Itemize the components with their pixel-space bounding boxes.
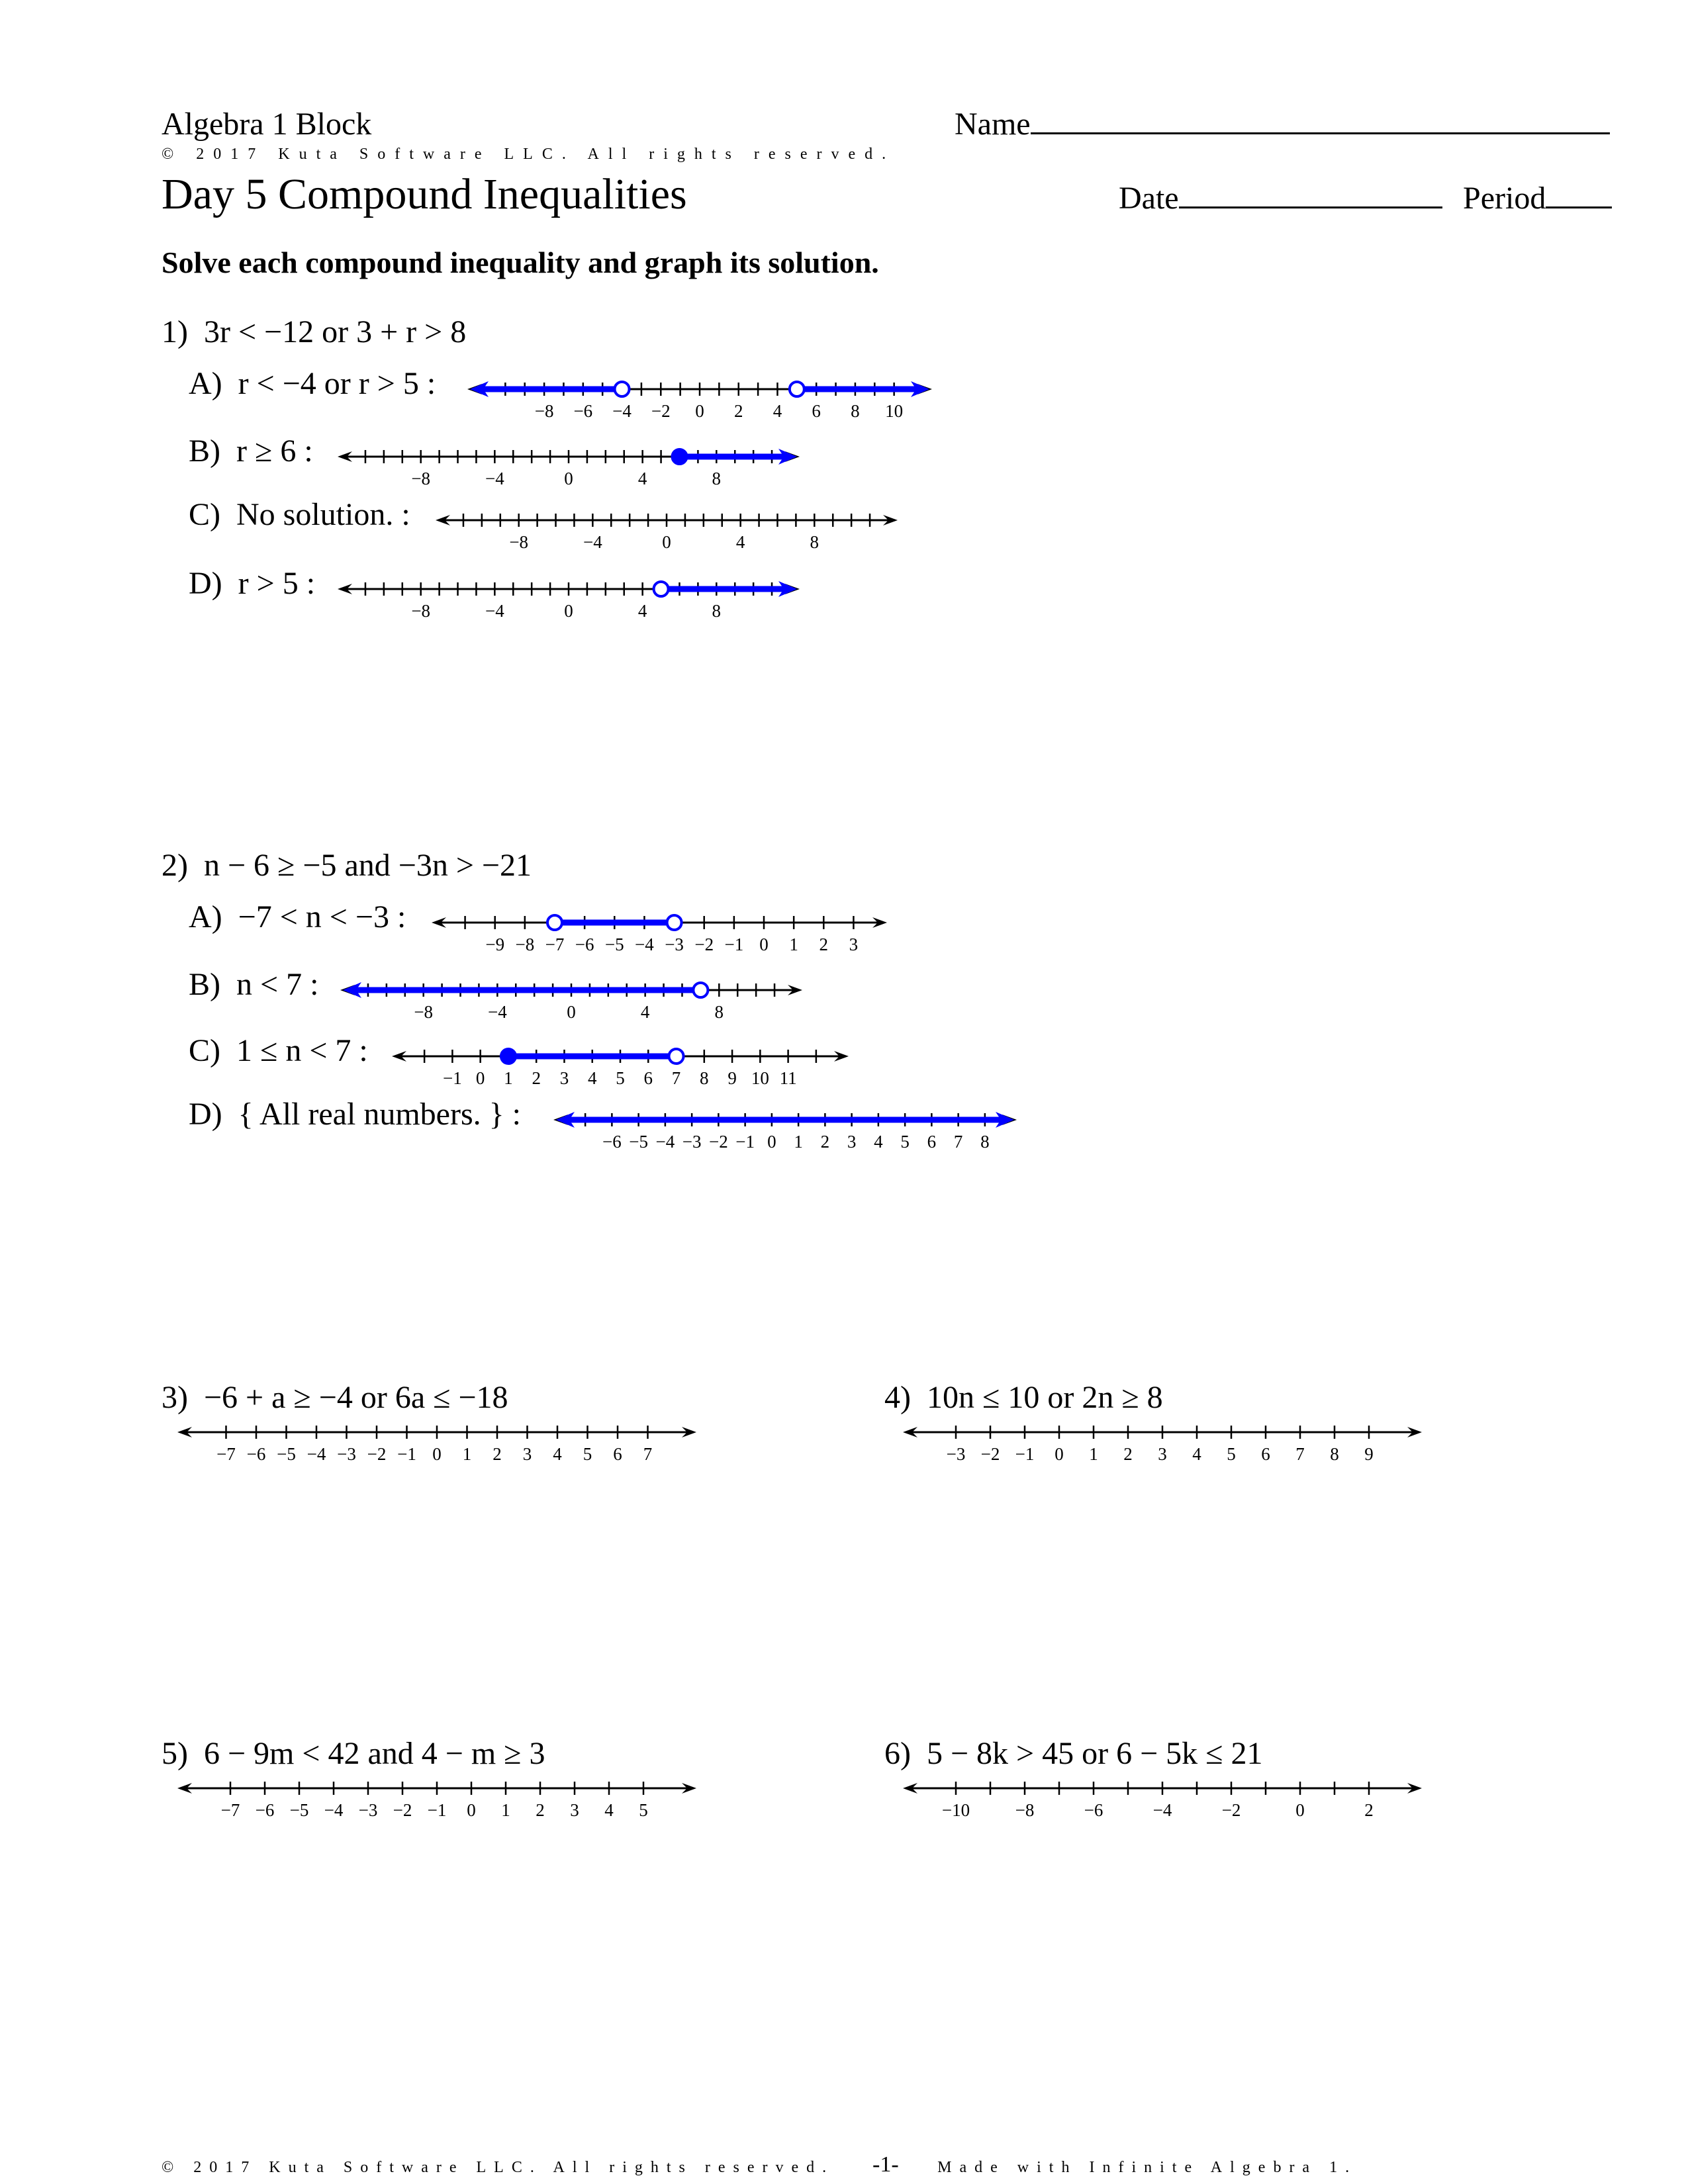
tick-label: 0 [432, 1444, 442, 1464]
tick-label: 3 [849, 934, 859, 954]
tick-label: 1 [501, 1800, 510, 1820]
tick-label: −5 [629, 1132, 648, 1152]
option-letter: A) [189, 899, 222, 934]
problem-text: 6 − 9m < 42 and 4 − m ≥ 3 [203, 1736, 545, 1771]
tick-label: −4 [612, 401, 632, 421]
tick-label: −4 [485, 469, 504, 488]
problem-text: 3r < −12 or 3 + r > 8 [203, 314, 467, 349]
number-line-1b [324, 445, 827, 491]
footer [162, 2159, 1357, 2177]
tick-label: 7 [953, 1132, 963, 1152]
tick-label: 8 [980, 1132, 990, 1152]
name-blank[interactable] [1031, 106, 1610, 134]
problem-1 [162, 314, 466, 350]
tick-label: −3 [337, 1444, 356, 1464]
option-text: 1 ≤ n < 7 : [236, 1033, 368, 1068]
tick-label: 2 [1123, 1444, 1133, 1464]
option-2b[interactable] [189, 966, 318, 1003]
tick-label: −2 [393, 1800, 412, 1820]
option-text: No solution. : [236, 497, 410, 532]
problem-number: 6) [884, 1736, 911, 1771]
name-field[interactable] [955, 106, 1610, 142]
tick-label: −3 [946, 1444, 966, 1464]
option-1a[interactable] [189, 365, 436, 402]
tick-label: 9 [1364, 1444, 1374, 1464]
tick-label: 3 [847, 1132, 857, 1152]
tick-label: −2 [1221, 1800, 1241, 1820]
closed-endpoint [501, 1049, 516, 1064]
option-2c[interactable] [189, 1032, 368, 1069]
number-line-2a [424, 911, 900, 957]
option-letter: A) [189, 366, 222, 401]
tick-label: 2 [733, 401, 743, 421]
tick-label: −1 [427, 1800, 447, 1820]
tick-label: 1 [794, 1132, 803, 1152]
option-text: n < 7 : [236, 967, 319, 1002]
tick-label: 2 [492, 1444, 502, 1464]
tick-label: 7 [1295, 1444, 1305, 1464]
tick-label: −5 [604, 934, 624, 954]
tick-label: 3 [1158, 1444, 1167, 1464]
tick-label: 5 [1227, 1444, 1236, 1464]
option-letter: B) [189, 433, 220, 469]
tick-label: 5 [583, 1444, 592, 1464]
tick-label: 4 [1192, 1444, 1201, 1464]
tick-label: −7 [216, 1444, 236, 1464]
tick-label: 2 [1364, 1800, 1374, 1820]
tick-label: 9 [727, 1068, 737, 1088]
tick-label: −4 [485, 601, 504, 621]
tick-label: −2 [980, 1444, 1000, 1464]
tick-label: 4 [874, 1132, 883, 1152]
option-1d[interactable] [189, 565, 315, 602]
tick-label: 8 [712, 601, 722, 621]
tick-label: 8 [810, 532, 820, 552]
tick-label: 10 [751, 1068, 769, 1088]
tick-label: 3 [570, 1800, 579, 1820]
tick-label: 7 [671, 1068, 681, 1088]
problem-number: 4) [884, 1380, 911, 1415]
problem-3 [162, 1379, 508, 1416]
problem-4 [884, 1379, 1163, 1416]
tick-label: −6 [575, 934, 594, 954]
tick-label: −3 [665, 934, 684, 954]
number-line-1d [324, 577, 827, 623]
tick-label: −4 [324, 1800, 344, 1820]
problem-text: −6 + a ≥ −4 or 6a ≤ −18 [203, 1380, 508, 1415]
tick-label: 5 [900, 1132, 910, 1152]
closed-endpoint [672, 449, 686, 464]
tick-label: −5 [277, 1444, 296, 1464]
tick-label: 8 [712, 469, 722, 488]
date-blank[interactable] [1179, 180, 1442, 208]
tick-label: 4 [553, 1444, 562, 1464]
tick-label: 0 [759, 934, 769, 954]
tick-label: −8 [414, 1002, 434, 1022]
open-endpoint [654, 582, 669, 596]
problem-text: n − 6 ≥ −5 and −3n > −21 [203, 848, 532, 883]
tick-label: 8 [1330, 1444, 1339, 1464]
problem-number: 1) [162, 314, 188, 349]
tick-label: −1 [397, 1444, 416, 1464]
tick-label: −2 [651, 401, 671, 421]
tick-label: 0 [662, 532, 671, 552]
number-line-1c [424, 508, 927, 555]
tick-label: 0 [475, 1068, 485, 1088]
period-field[interactable] [1463, 180, 1612, 216]
tick-label: 4 [735, 532, 745, 552]
tick-label: −7 [220, 1800, 240, 1820]
option-text: r ≥ 6 : [236, 433, 313, 469]
tick-label: −3 [358, 1800, 378, 1820]
tick-label: 3 [522, 1444, 532, 1464]
open-endpoint [693, 983, 708, 997]
tick-label: 6 [1261, 1444, 1270, 1464]
tick-label: 6 [643, 1068, 653, 1088]
tick-label: 5 [616, 1068, 625, 1088]
option-text: { All real numbers. } : [238, 1097, 521, 1132]
tick-label: 2 [536, 1800, 545, 1820]
option-text: r < −4 or r > 5 : [238, 366, 436, 401]
option-letter: B) [189, 967, 220, 1002]
option-1b[interactable] [189, 433, 313, 469]
footer-made-with: Made with Infinite Algebra 1. [937, 2159, 1358, 2176]
page-title: Day 5 Compound Inequalities [162, 170, 687, 218]
open-endpoint [667, 915, 682, 930]
tick-label: −1 [443, 1068, 462, 1088]
tick-label: 1 [1089, 1444, 1098, 1464]
tick-label: 4 [773, 401, 782, 421]
tick-label: 4 [587, 1068, 597, 1088]
tick-label: −8 [534, 401, 554, 421]
number-line-2d [543, 1108, 1046, 1154]
number-line-1a [450, 377, 953, 424]
tick-label: 0 [767, 1132, 776, 1152]
tick-label: −8 [515, 934, 535, 954]
footer-copyright: © 2017 Kuta Software LLC. All rights reserved. [162, 2159, 835, 2176]
tick-label: −4 [1152, 1800, 1172, 1820]
problem-6 [884, 1735, 1263, 1772]
tick-label: −2 [694, 934, 714, 954]
tick-label: −6 [573, 401, 593, 421]
tick-label: 4 [637, 469, 647, 488]
tick-label: 0 [564, 469, 573, 488]
tick-label: 0 [1055, 1444, 1064, 1464]
problem-number: 3) [162, 1380, 188, 1415]
problem-2 [162, 847, 532, 884]
tick-label: 8 [851, 401, 860, 421]
tick-label: −6 [246, 1444, 266, 1464]
tick-label: 6 [613, 1444, 622, 1464]
tick-label: 2 [820, 1132, 830, 1152]
tick-label: 5 [639, 1800, 648, 1820]
option-text: r > 5 : [238, 566, 316, 601]
tick-label: 8 [700, 1068, 709, 1088]
course-name: Algebra 1 Block [162, 107, 372, 142]
option-2d[interactable] [189, 1096, 521, 1132]
tick-label: 4 [604, 1800, 614, 1820]
tick-label: 3 [559, 1068, 569, 1088]
tick-label: −1 [724, 934, 744, 954]
tick-label: −1 [1015, 1444, 1035, 1464]
number-line-5[interactable] [165, 1776, 708, 1823]
header-copyright: © 2017 Kuta Software LLC. All rights reserved. [162, 146, 896, 163]
problem-number: 2) [162, 848, 188, 883]
option-letter: D) [189, 1097, 222, 1132]
tick-label: 0 [467, 1800, 476, 1820]
tick-label: 8 [714, 1002, 724, 1022]
tick-label: −6 [255, 1800, 275, 1820]
tick-label: −2 [367, 1444, 387, 1464]
period-label: Period [1463, 181, 1546, 216]
option-text: −7 < n < −3 : [238, 899, 406, 934]
tick-label: 6 [812, 401, 821, 421]
tick-label: −8 [411, 601, 431, 621]
option-letter: C) [189, 1033, 220, 1068]
option-letter: D) [189, 566, 222, 601]
tick-label: −4 [306, 1444, 326, 1464]
number-line-2b [331, 978, 834, 1024]
number-line-6[interactable] [891, 1776, 1434, 1823]
tick-label: −4 [655, 1132, 675, 1152]
tick-label: −6 [1084, 1800, 1103, 1820]
page-number: -1- [872, 2152, 899, 2177]
open-endpoint [669, 1049, 684, 1064]
tick-label: −6 [602, 1132, 622, 1152]
open-endpoint [547, 915, 562, 930]
tick-label: 0 [564, 601, 573, 621]
tick-label: −5 [289, 1800, 309, 1820]
problem-5 [162, 1735, 545, 1772]
open-endpoint [615, 382, 630, 396]
tick-label: −4 [487, 1002, 507, 1022]
problem-text: 10n ≤ 10 or 2n ≥ 8 [926, 1380, 1163, 1415]
tick-label: 2 [532, 1068, 541, 1088]
tick-label: −10 [941, 1800, 970, 1820]
name-label: Name [955, 107, 1031, 142]
tick-label: −8 [411, 469, 431, 488]
tick-label: 4 [640, 1002, 650, 1022]
tick-label: 6 [927, 1132, 937, 1152]
tick-label: −8 [509, 532, 529, 552]
number-line-2c [384, 1044, 861, 1091]
tick-label: 10 [885, 401, 904, 421]
option-letter: C) [189, 497, 220, 532]
tick-label: 11 [779, 1068, 797, 1088]
option-2a[interactable] [189, 899, 406, 935]
open-endpoint [790, 382, 804, 396]
tick-label: −4 [635, 934, 654, 954]
tick-label: 7 [643, 1444, 653, 1464]
tick-label: 4 [637, 601, 647, 621]
tick-label: 0 [567, 1002, 576, 1022]
tick-label: −1 [735, 1132, 755, 1152]
tick-label: 1 [462, 1444, 472, 1464]
tick-label: −7 [545, 934, 565, 954]
date-label: Date [1119, 181, 1179, 216]
tick-label: 2 [819, 934, 829, 954]
problem-number: 5) [162, 1736, 188, 1771]
tick-label: 0 [1295, 1800, 1305, 1820]
instructions: Solve each compound inequality and graph its solution. [162, 246, 879, 279]
tick-label: −9 [485, 934, 505, 954]
problem-text: 5 − 8k > 45 or 6 − 5k ≤ 21 [926, 1736, 1263, 1771]
tick-label: −2 [709, 1132, 728, 1152]
tick-label: 0 [695, 401, 704, 421]
tick-label: −3 [682, 1132, 702, 1152]
tick-label: −8 [1015, 1800, 1035, 1820]
tick-label: 1 [504, 1068, 513, 1088]
tick-label: −4 [583, 532, 602, 552]
date-field[interactable] [1119, 180, 1442, 216]
number-line-3[interactable] [165, 1420, 708, 1467]
period-blank[interactable] [1546, 180, 1612, 208]
option-1c[interactable] [189, 496, 410, 533]
tick-label: 1 [789, 934, 798, 954]
number-line-4[interactable] [891, 1420, 1434, 1467]
